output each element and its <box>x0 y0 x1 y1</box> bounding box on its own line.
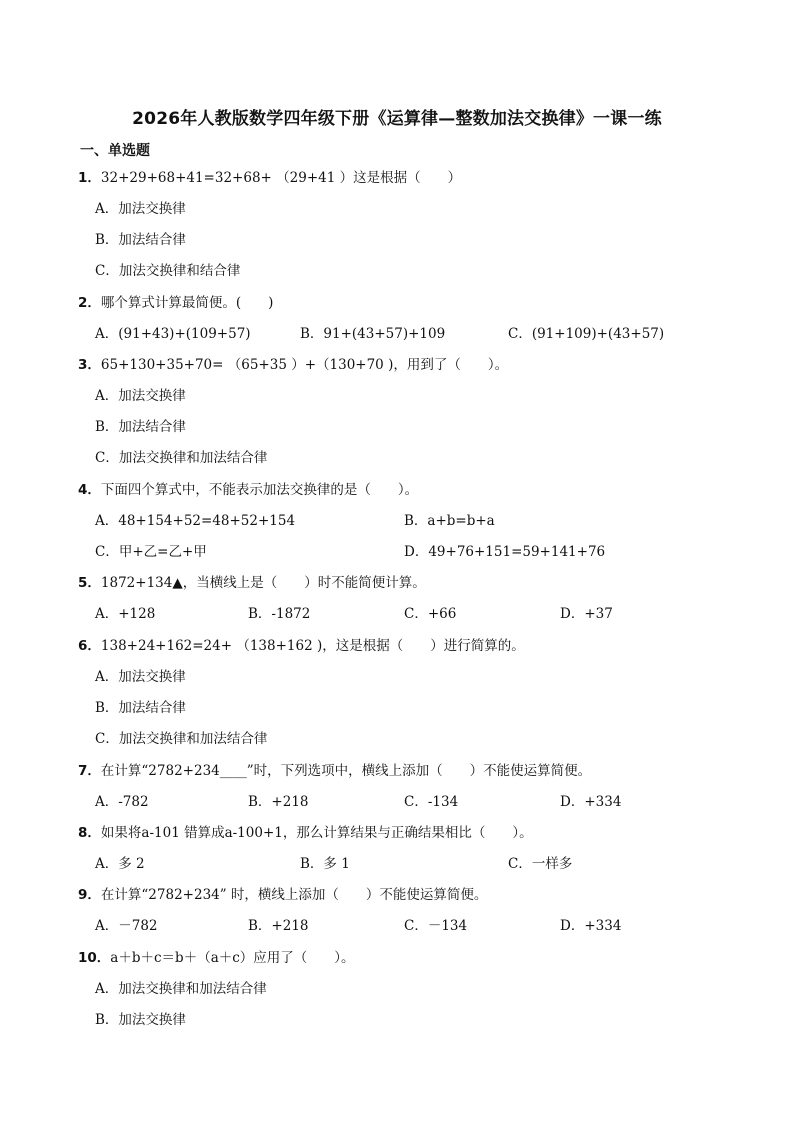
question-number: 4． <box>78 482 101 498</box>
option-4b[interactable]: B．a+b=b+a <box>404 513 495 529</box>
option-5b[interactable]: B．-1872 <box>248 606 311 622</box>
option-9a[interactable]: A．－782 <box>95 918 158 934</box>
option-3b[interactable]: B．加法结合律 <box>95 419 186 435</box>
question-8 <box>78 821 533 841</box>
option-8c[interactable]: C．一样多 <box>508 856 573 872</box>
question-5 <box>78 571 426 591</box>
question-number: 7． <box>78 763 101 779</box>
option-9d[interactable]: D．+334 <box>560 918 622 934</box>
question-number: 2． <box>78 295 101 311</box>
option-7b[interactable]: B．+218 <box>248 794 309 810</box>
question-1 <box>78 166 461 186</box>
option-8a[interactable]: A．多 2 <box>95 856 145 872</box>
option-4a[interactable]: A．48+154+52=48+52+154 <box>95 513 296 529</box>
question-4 <box>78 478 418 498</box>
option-5a[interactable]: A．+128 <box>95 606 156 622</box>
option-4c[interactable]: C．甲+乙=乙+甲 <box>95 544 207 560</box>
option-1a[interactable]: A．加法交换律 <box>95 201 186 217</box>
question-10 <box>78 946 355 966</box>
option-9b[interactable]: B．+218 <box>248 918 309 934</box>
option-6a[interactable]: A．加法交换律 <box>95 669 186 685</box>
question-number: 8． <box>78 825 101 841</box>
page-title: 2026年人教版数学四年级下册《运算律—整数加法交换律》一课一练 <box>132 109 662 129</box>
option-1b[interactable]: B．加法结合律 <box>95 232 186 248</box>
option-5c[interactable]: C．+66 <box>404 606 457 622</box>
option-1c[interactable]: C．加法交换律和结合律 <box>95 263 241 279</box>
option-2a[interactable]: A．(91+43)+(109+57) <box>95 326 251 342</box>
question-6 <box>78 634 525 654</box>
option-7c[interactable]: C．-134 <box>404 794 459 810</box>
question-text: 1872+134▲，当横线上是（ ）时不能简便计算。 <box>100 575 426 591</box>
question-text: 在计算“2782+234” 时，横线上添加（ ）不能使运算简便。 <box>100 887 488 903</box>
option-7d[interactable]: D．+334 <box>560 794 622 810</box>
option-2b[interactable]: B．91+(43+57)+109 <box>300 326 446 342</box>
question-2 <box>78 291 273 311</box>
question-number: 10． <box>78 950 111 966</box>
question-text: 下面四个算式中，不能表示加法交换律的是（ ）。 <box>100 482 419 498</box>
question-number: 9． <box>78 887 101 903</box>
question-9 <box>78 883 487 903</box>
question-3 <box>78 353 508 373</box>
question-text: 如果将a-101 错算成a-100+1，那么计算结果与正确结果相比（ ）。 <box>100 825 533 841</box>
question-text: 138+24+162=24+ （138+162 )，这是根据（ ）进行简算的。 <box>100 638 525 654</box>
question-text: 32+29+68+41=32+68+ （29+41 ）这是根据（ ） <box>100 170 462 186</box>
question-7 <box>78 759 591 779</box>
option-6b[interactable]: B．加法结合律 <box>95 700 186 716</box>
option-8b[interactable]: B．多 1 <box>300 856 350 872</box>
option-3a[interactable]: A．加法交换律 <box>95 388 186 404</box>
question-text: 65+130+35+70= （65+35 ）+（130+70 )，用到了（ ）。 <box>100 357 509 373</box>
option-4d[interactable]: D．49+76+151=59+141+76 <box>404 544 606 560</box>
option-9c[interactable]: C．－134 <box>404 918 468 934</box>
question-number: 1． <box>78 170 101 186</box>
question-text: a＋b＋c＝b＋（a＋c）应用了（ ）。 <box>110 950 355 966</box>
option-7a[interactable]: A．-782 <box>95 794 149 810</box>
question-number: 5． <box>78 575 101 591</box>
option-2c[interactable]: C．(91+109)+(43+57) <box>508 326 665 342</box>
section-heading: 一、单选题 <box>80 143 150 159</box>
question-number: 3． <box>78 357 101 373</box>
question-number: 6． <box>78 638 101 654</box>
option-6c[interactable]: C．加法交换律和加法结合律 <box>95 731 268 747</box>
question-text: 在计算“2782+234____”时，下列选项中，横线上添加（ ）不能使运算简便。 <box>100 763 592 779</box>
option-10b[interactable]: B．加法交换律 <box>95 1012 186 1028</box>
question-text: 哪个算式计算最简便。( ) <box>100 295 274 311</box>
option-3c[interactable]: C．加法交换律和加法结合律 <box>95 450 268 466</box>
option-10a[interactable]: A．加法交换律和加法结合律 <box>95 981 267 997</box>
option-5d[interactable]: D．+37 <box>560 606 613 622</box>
